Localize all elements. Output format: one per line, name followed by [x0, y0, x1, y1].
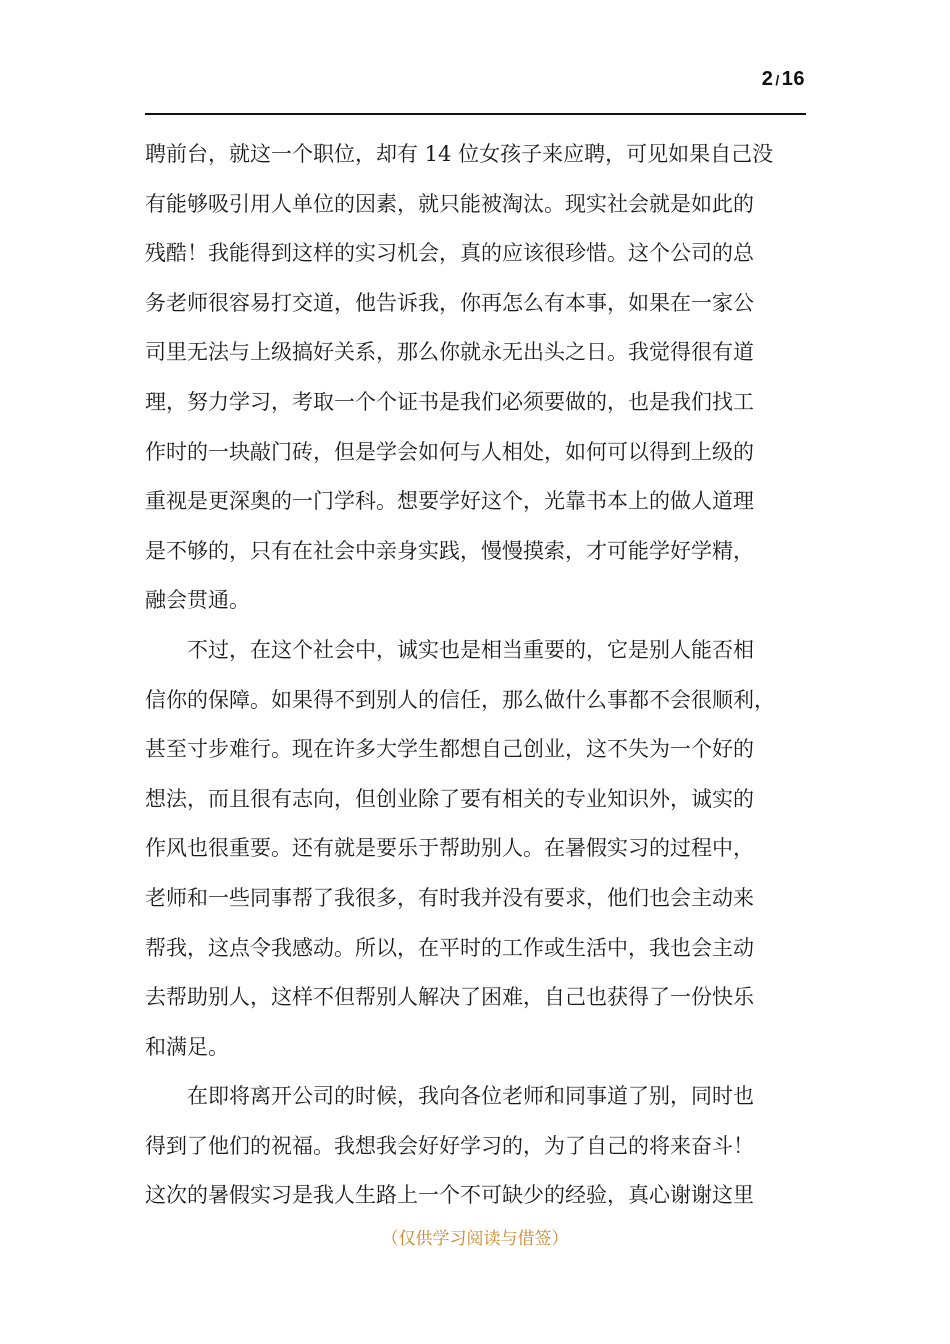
text-line: 残酷！我能得到这样的实习机会，真的应该很珍惜。这个公司的总: [145, 241, 754, 266]
text-line: 重视是更深奥的一门学科。想要学好这个，光靠书本上的做人道理: [145, 489, 754, 514]
document-body: [145, 130, 806, 1221]
text-line: 作风也很重要。还有就是要乐于帮助别人。在暑假实习的过程中，: [145, 836, 754, 861]
text-line: 去帮助别人，这样不但帮别人解决了困难，自己也获得了一份快乐: [145, 985, 754, 1010]
text-line: 在即将离开公司的时候，我向各位老师和同事道了别，同时也: [145, 1084, 754, 1109]
text-line: 聘前台，就这一个职位，却有 14 位女孩子来应聘，可见如果自己没: [145, 142, 774, 166]
text-line: 想法，而且很有志向，但创业除了要有相关的专业知识外，诚实的: [145, 786, 754, 811]
text-line: 司里无法与上级搞好关系，那么你就永无出头之日。我觉得很有道: [145, 340, 754, 365]
page-current: 2: [761, 68, 774, 90]
page-separator: /: [775, 72, 780, 88]
text-line: 这次的暑假实习是我人生路上一个不可缺少的经验，真心谢谢这里: [145, 1183, 754, 1208]
text-line: 信你的保障。如果得不到别人的信任，那么做什么事都不会很顺利，: [145, 687, 775, 712]
text-line: 甚至寸步难行。现在许多大学生都想自己创业，这不失为一个好的: [145, 737, 754, 762]
header-rule: [145, 113, 806, 115]
text-line: 老师和一些同事帮了我很多，有时我并没有要求，他们也会主动来: [145, 885, 754, 910]
text-line: 帮我，这点令我感动。所以，在平时的工作或生活中，我也会主动: [145, 935, 754, 960]
text-line: 是不够的，只有在社会中亲身实践，慢慢摸索，才可能学好学精，: [145, 538, 754, 563]
text-line: 得到了他们的祝福。我想我会好好学习的，为了自己的将来奋斗！: [145, 1133, 754, 1158]
text-line: 理，努力学习，考取一个个证书是我们必须要做的，也是我们找工: [145, 389, 754, 414]
text-line: 务老师很容易打交道，他告诉我，你再怎么有本事，如果在一家公: [145, 290, 754, 315]
text-line: 不过，在这个社会中，诚实也是相当重要的，它是别人能否相: [145, 637, 754, 662]
text-line: 融会贯通。: [145, 588, 250, 613]
page-number: [762, 68, 805, 91]
footer-note: （仅供学习阅读与借签）: [381, 1229, 569, 1249]
text-line: 作时的一块敲门砖，但是学会如何与人相处，如何可以得到上级的: [145, 439, 754, 464]
page-total: 16: [781, 68, 805, 90]
text-line: 和满足。: [145, 1034, 229, 1059]
text-line: 有能够吸引用人单位的因素，就只能被淘汰。现实社会就是如此的: [145, 191, 754, 216]
